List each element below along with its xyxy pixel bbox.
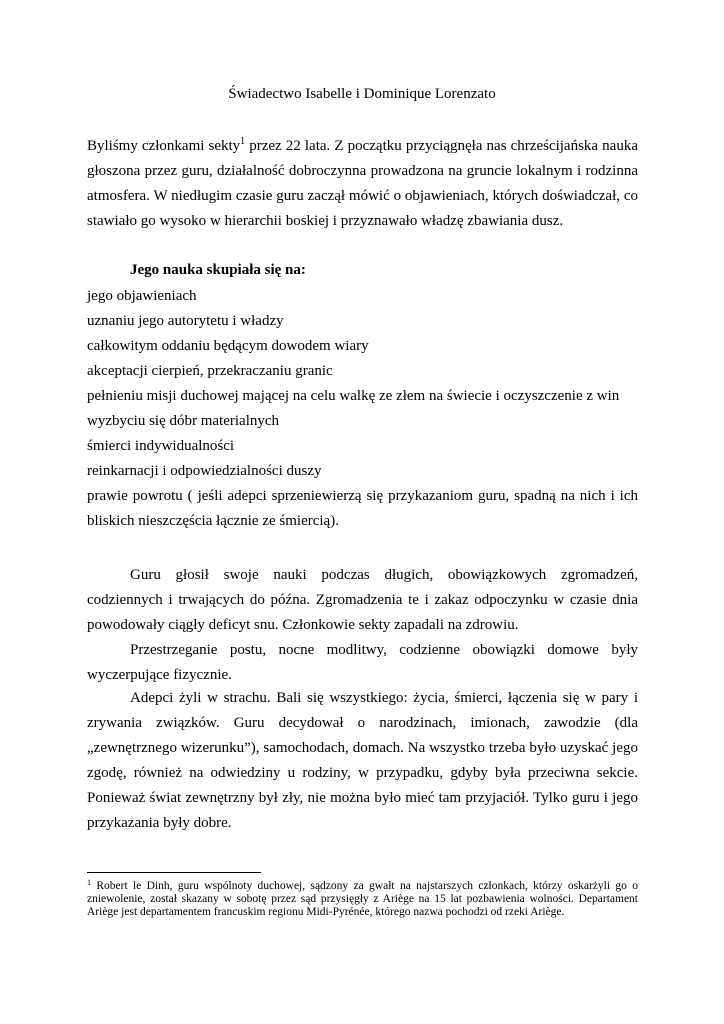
list-item: jego objawieniach xyxy=(87,288,197,304)
list-item: uznaniu jego autorytetu i władzy xyxy=(87,313,284,329)
footnote-reference[interactable]: 1 xyxy=(240,136,246,147)
intro-text-rest: przez 22 lata. Z początku przyciągnęła nas chrześcijańska nauka głoszona przez guru, działalność dobroczynna prowadzona na gruncie lokalnym i rodzinna atmosfera. W niedługim czasie guru zaczął mówić o objawieniach, których doświadczał, co stawiało go wysoko w hierarchii boskiej i przyznawało władzę zbawiania dusz. xyxy=(87,138,638,229)
assemblies-paragraph: Guru głosił swoje nauki podczas długich, obowiązkowych zgromadzeń, codziennych i trwających do późna. Zgromadzenia te i zakaz odpoczynku w czasie dnia powodowały ciągły deficyt snu. Członkowie sekty zapadali na zdrowiu. xyxy=(87,567,638,633)
list-item: śmierci indywidualności xyxy=(87,438,235,454)
intro-paragraph xyxy=(87,134,638,234)
footnote xyxy=(87,880,638,919)
list-item: wyzbyciu się dóbr materialnych xyxy=(87,413,280,429)
list-item: pełnieniu misji duchowej mającej na celu walkę ze złem na świecie i oczyszczenie z win xyxy=(87,388,620,404)
list-item: całkowitym oddaniu będącym dowodem wiary xyxy=(87,338,369,354)
list-item: prawie powrotu ( jeśli adepci sprzeniewierzą się przykazaniom guru, spadną na nich i ich bliskich nieszczęścia łącznie ze śmiercią). xyxy=(87,488,638,529)
list-item: akceptacji cierpień, przekraczaniu granic xyxy=(87,363,333,379)
footnote-text: Robert le Dinh, guru wspólnoty duchowej, sądzony za gwałt na najstarszych członkach, którzy oskarżyli go o zniewolenie, został skazany w sobotę przez sąd przysięgły z Ariège na 15 lat pozbawienia wolności. Departament Ariège jest departamentem francuskim regionu Midi-Pyrénée, którego nazwa pochodzi od rzeki Ariège. xyxy=(87,880,638,918)
teachings-list xyxy=(87,284,638,534)
teachings-heading: Jego nauka skupiała się na: xyxy=(130,262,306,278)
footnote-number: 1 xyxy=(87,878,91,887)
intro-text-start: Byliśmy członkami sekty xyxy=(87,138,241,154)
footnote-divider xyxy=(87,872,261,873)
fasting-paragraph: Przestrzeganie postu, nocne modlitwy, codzienne obowiązki domowe były wyczerpujące fizycznie. xyxy=(87,642,638,683)
list-item: reinkarnacji i odpowiedzialności duszy xyxy=(87,463,322,479)
fear-paragraph: Adepci żyli w strachu. Bali się wszystkiego: życia, śmierci, łączenia się w pary i zrywania związków. Guru decydował o narodzinach, imionach, zawodzie (dla „zewnętrznego wizerunku”), samochodach, domach. Na wszystko trzeba było uzyskać jego zgodę, również na odwiedziny u rodziny, w przypadku, gdyby była przeciwna sekcie. Ponieważ świat zewnętrzny był zły, nie można było mieć tam przyjaciół. Tylko guru i jego przykazania były dobre. xyxy=(87,690,638,831)
document-title: Świadectwo Isabelle i Dominique Lorenzato xyxy=(228,86,496,102)
